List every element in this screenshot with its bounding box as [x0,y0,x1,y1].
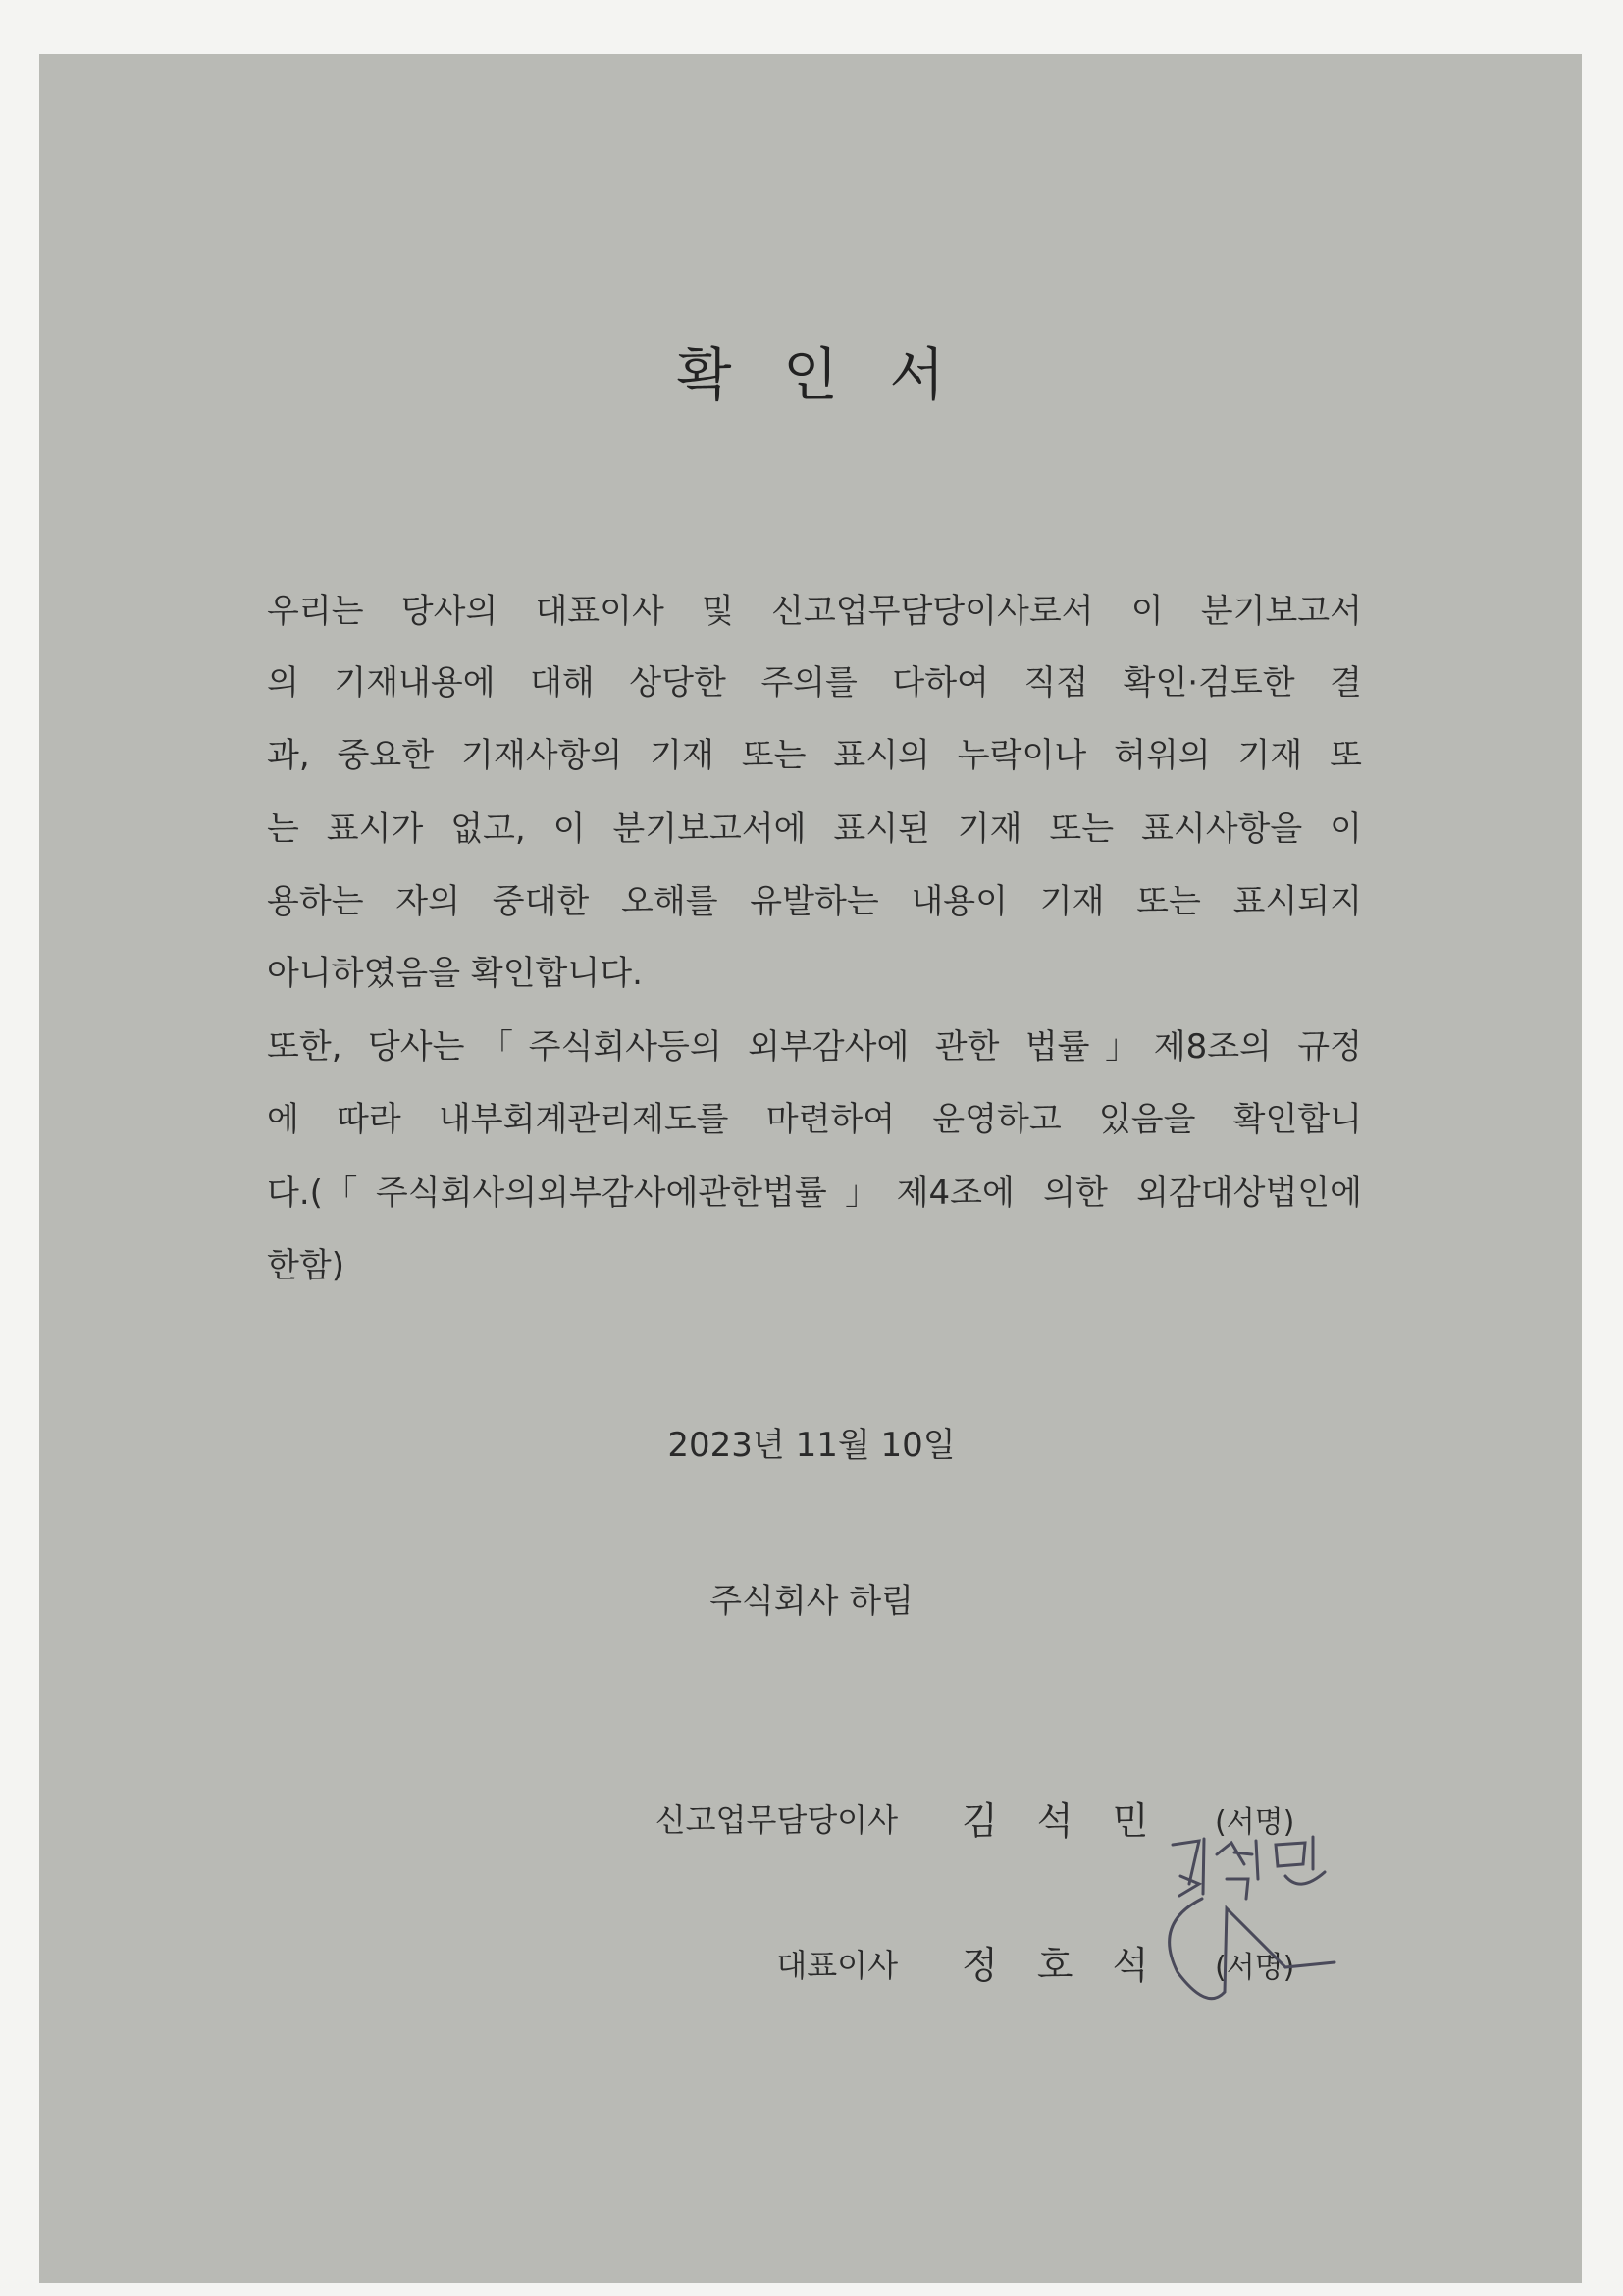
document-title: 확 인 서 [676,341,947,408]
document-date: 2023년 11월 10일 [667,1426,956,1465]
company-name: 주식회사 하림 [709,1582,914,1621]
signer-name: 정 호 석 [962,1944,1149,1987]
body-line: 한함) [267,1246,344,1285]
body-line: 우리는 당사의 대표이사 및 신고업무담당이사로서 이 분기보고서 [267,592,1362,631]
body-line: 는 표시가 없고, 이 분기보고서에 표시된 기재 또는 표시사항을 이 [267,809,1362,849]
body-line: 다.(「주식회사의외부감사에관한법률」제4조에 의한 외감대상법인에 [267,1174,1362,1213]
signer-role: 신고업무담당이사 [654,1801,898,1839]
body-line: 또한, 당사는「주식회사등의 외부감사에 관한 법률」제8조의 규정 [267,1027,1362,1067]
signature-mark: (서명) [1215,1805,1295,1840]
signer-role: 대표이사 [776,1947,898,1984]
body-line: 아니하였음을 확인합니다. [267,954,643,993]
signer-name: 김 석 민 [962,1800,1149,1843]
body-line: 의 기재내용에 대해 상당한 주의를 다하여 직접 확인·검토한 결 [267,663,1362,703]
body-line: 에 따라 내부회계관리제도를 마련하여 운영하고 있음을 확인합니 [267,1100,1362,1139]
body-line: 과, 중요한 기재사항의 기재 또는 표시의 누락이나 허위의 기재 또 [267,736,1362,775]
signature-mark: (서명) [1215,1951,1295,1985]
body-line: 용하는 자의 중대한 오해를 유발하는 내용이 기재 또는 표시되지 [267,882,1362,921]
